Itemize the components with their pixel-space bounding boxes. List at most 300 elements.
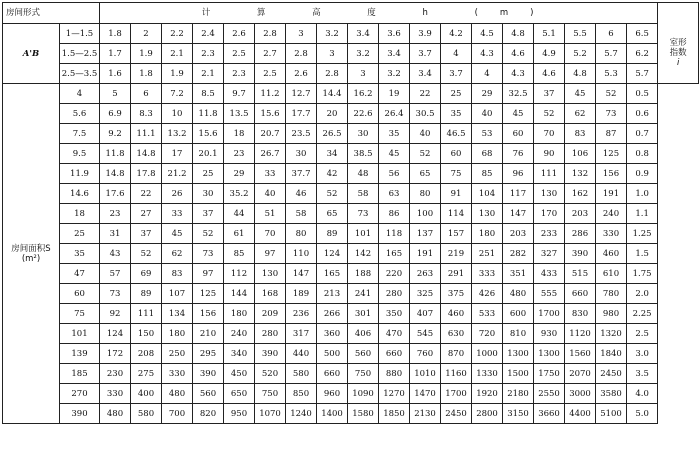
area-cell: 147 — [503, 204, 534, 224]
area-cell: 8.5 — [193, 84, 224, 104]
area-cell: 29 — [224, 164, 255, 184]
area-cell: 980 — [596, 304, 627, 324]
height-cell: 4.2 — [441, 24, 472, 44]
area-cell: 1580 — [348, 404, 379, 424]
room-index-value: 1.75 — [627, 264, 658, 284]
area-cell: 1560 — [565, 344, 596, 364]
area-cell: 112 — [224, 264, 255, 284]
area-cell: 25 — [60, 224, 100, 244]
area-cell: 6.9 — [100, 104, 131, 124]
area-cell: 580 — [131, 404, 162, 424]
area-cell: 20.7 — [255, 124, 286, 144]
ratio-row — [3, 44, 699, 64]
area-cell: 91 — [441, 184, 472, 204]
area-cell: 2450 — [596, 364, 627, 384]
area-cell: 14.6 — [60, 184, 100, 204]
area-cell: 165 — [317, 264, 348, 284]
area-cell: 43 — [100, 244, 131, 264]
area-cell: 720 — [472, 324, 503, 344]
area-row — [3, 224, 699, 244]
room-area-label — [3, 84, 60, 424]
area-cell: 101 — [60, 324, 100, 344]
area-cell: 90 — [534, 144, 565, 164]
room-index-value: 2.0 — [627, 284, 658, 304]
area-cell: 191 — [596, 184, 627, 204]
area-cell: 58 — [348, 184, 379, 204]
ratio-range: 1.5—2.5 — [60, 44, 100, 64]
area-cell: 22 — [131, 184, 162, 204]
area-cell: 180 — [162, 324, 193, 344]
area-cell: 233 — [534, 224, 565, 244]
height-cell: 5.5 — [565, 24, 596, 44]
area-row — [3, 144, 699, 164]
area-cell: 26.5 — [317, 124, 348, 144]
area-cell: 19 — [379, 84, 410, 104]
area-cell: 37 — [534, 84, 565, 104]
height-cell: 3.7 — [410, 44, 441, 64]
area-cell: 280 — [379, 284, 410, 304]
area-cell: 37 — [193, 204, 224, 224]
room-index-symbol: i — [676, 58, 680, 69]
area-cell: 3150 — [503, 404, 534, 424]
area-cell: 460 — [441, 304, 472, 324]
height-cell: 3 — [317, 44, 348, 64]
area-cell: 30 — [193, 184, 224, 204]
height-cell: 2.8 — [286, 44, 317, 64]
area-cell: 104 — [472, 184, 503, 204]
height-cell: 2.6 — [286, 64, 317, 84]
area-cell: 282 — [503, 244, 534, 264]
area-cell: 14.8 — [131, 144, 162, 164]
height-cell: 1.9 — [131, 44, 162, 64]
area-cell: 172 — [100, 344, 131, 364]
area-cell: 157 — [441, 224, 472, 244]
area-row — [3, 204, 699, 224]
area-cell: 440 — [286, 344, 317, 364]
area-cell: 203 — [503, 224, 534, 244]
area-cell: 350 — [379, 304, 410, 324]
area-cell: 48 — [348, 164, 379, 184]
room-index-value: 0.9 — [627, 164, 658, 184]
area-cell: 30.5 — [410, 104, 441, 124]
area-cell: 390 — [255, 344, 286, 364]
area-cell: 23.5 — [286, 124, 317, 144]
area-cell: 52 — [596, 84, 627, 104]
room-index-value: 4.0 — [627, 384, 658, 404]
area-cell: 870 — [441, 344, 472, 364]
area-cell: 35 — [441, 104, 472, 124]
area-cell: 111 — [131, 304, 162, 324]
height-cell: 2.5 — [255, 64, 286, 84]
height-cell: 6.2 — [627, 44, 658, 64]
area-cell: 810 — [503, 324, 534, 344]
area-cell: 180 — [224, 304, 255, 324]
area-cell: 390 — [60, 404, 100, 424]
area-cell: 1330 — [472, 364, 503, 384]
area-cell: 130 — [255, 264, 286, 284]
area-row — [3, 284, 699, 304]
area-cell: 660 — [379, 344, 410, 364]
room-index-header-line2: 指数 — [669, 48, 687, 59]
area-cell: 40 — [472, 104, 503, 124]
area-cell: 266 — [317, 304, 348, 324]
area-cell: 560 — [193, 384, 224, 404]
ratio-range: 2.5—3.5 — [60, 64, 100, 84]
area-cell: 2070 — [565, 364, 596, 384]
room-index-value: 0.6 — [627, 104, 658, 124]
area-cell: 30 — [348, 124, 379, 144]
height-cell: 2 — [131, 24, 162, 44]
area-cell: 10 — [162, 104, 193, 124]
height-cell: 4.6 — [503, 44, 534, 64]
area-cell: 53 — [472, 124, 503, 144]
area-cell: 240 — [596, 204, 627, 224]
area-cell: 1700 — [441, 384, 472, 404]
area-cell: 930 — [534, 324, 565, 344]
height-cell: 4 — [441, 44, 472, 64]
area-cell: 23 — [100, 204, 131, 224]
area-cell: 118 — [379, 224, 410, 244]
area-cell: 219 — [441, 244, 472, 264]
area-cell: 22.6 — [348, 104, 379, 124]
area-cell: 40 — [410, 124, 441, 144]
area-cell: 630 — [441, 324, 472, 344]
room-index-table — [2, 2, 699, 424]
area-cell: 45 — [379, 144, 410, 164]
area-row — [3, 344, 699, 364]
area-cell: 125 — [596, 144, 627, 164]
area-cell: 4400 — [565, 404, 596, 424]
area-cell: 38.5 — [348, 144, 379, 164]
area-cell: 327 — [534, 244, 565, 264]
height-cell: 5.7 — [596, 44, 627, 64]
area-cell: 470 — [379, 324, 410, 344]
area-cell: 1240 — [286, 404, 317, 424]
height-cell: 6 — [596, 24, 627, 44]
area-cell: 85 — [472, 164, 503, 184]
area-cell: 1850 — [379, 404, 410, 424]
area-cell: 330 — [100, 384, 131, 404]
area-cell: 63 — [379, 184, 410, 204]
area-row — [3, 244, 699, 264]
area-cell: 18 — [224, 124, 255, 144]
area-cell: 73 — [100, 284, 131, 304]
area-cell: 1320 — [596, 324, 627, 344]
area-cell: 1700 — [534, 304, 565, 324]
area-cell: 73 — [348, 204, 379, 224]
area-cell: 610 — [596, 264, 627, 284]
area-cell: 22 — [410, 84, 441, 104]
area-cell: 333 — [472, 264, 503, 284]
area-cell: 275 — [131, 364, 162, 384]
height-cell: 3.2 — [379, 64, 410, 84]
area-cell: 760 — [410, 344, 441, 364]
height-cell: 1.8 — [100, 24, 131, 44]
area-cell: 156 — [193, 304, 224, 324]
area-cell: 9.7 — [224, 84, 255, 104]
area-cell: 14.4 — [317, 84, 348, 104]
area-cell: 460 — [596, 244, 627, 264]
ratio-row — [3, 24, 699, 44]
area-cell: 87 — [596, 124, 627, 144]
area-cell: 75 — [60, 304, 100, 324]
height-cell: 2.1 — [193, 64, 224, 84]
height-cell: 4.3 — [503, 64, 534, 84]
area-cell: 830 — [565, 304, 596, 324]
room-index-header — [658, 24, 699, 84]
area-cell: 46.5 — [441, 124, 472, 144]
room-index-value: 5.0 — [627, 404, 658, 424]
area-cell: 111 — [534, 164, 565, 184]
area-cell: 47 — [60, 264, 100, 284]
room-index-value: 3.5 — [627, 364, 658, 384]
area-cell: 130 — [472, 204, 503, 224]
room-area-label-line1: 房间面积S — [11, 243, 51, 254]
area-cell: 125 — [193, 284, 224, 304]
room-index-value: 2.5 — [627, 324, 658, 344]
area-cell: 44 — [224, 204, 255, 224]
area-row — [3, 84, 699, 104]
area-cell: 18 — [60, 204, 100, 224]
area-cell: 660 — [565, 284, 596, 304]
room-index-header-line1: 室形 — [669, 38, 687, 49]
area-cell: 11.2 — [255, 84, 286, 104]
area-cell: 69 — [131, 264, 162, 284]
room-index-value: 3.0 — [627, 344, 658, 364]
height-cell: 3.4 — [410, 64, 441, 84]
area-cell: 76 — [503, 144, 534, 164]
table-title: 计 算 高 度 h (m) — [100, 3, 658, 24]
area-cell: 406 — [348, 324, 379, 344]
area-cell: 185 — [60, 364, 100, 384]
area-cell: 3000 — [565, 384, 596, 404]
area-cell: 960 — [317, 384, 348, 404]
area-cell: 700 — [162, 404, 193, 424]
area-cell: 251 — [472, 244, 503, 264]
area-cell: 5.6 — [60, 104, 100, 124]
height-cell: 2.1 — [162, 44, 193, 64]
area-cell: 23 — [224, 144, 255, 164]
area-cell: 291 — [441, 264, 472, 284]
area-cell: 97 — [193, 264, 224, 284]
height-cell: 5.2 — [565, 44, 596, 64]
area-cell: 107 — [162, 284, 193, 304]
area-cell: 295 — [193, 344, 224, 364]
height-cell: 2.8 — [255, 24, 286, 44]
area-row — [3, 304, 699, 324]
area-cell: 52 — [317, 184, 348, 204]
area-cell: 65 — [317, 204, 348, 224]
height-cell: 1.8 — [131, 64, 162, 84]
area-cell: 17.6 — [100, 184, 131, 204]
area-cell: 515 — [565, 264, 596, 284]
area-cell: 40 — [255, 184, 286, 204]
area-cell: 3580 — [596, 384, 627, 404]
area-cell: 130 — [534, 184, 565, 204]
height-cell: 3.9 — [410, 24, 441, 44]
height-cell: 4.8 — [503, 24, 534, 44]
area-cell: 1070 — [255, 404, 286, 424]
area-cell: 220 — [379, 264, 410, 284]
ratio-row — [3, 64, 699, 84]
room-index-value: 0.8 — [627, 144, 658, 164]
area-cell: 580 — [286, 364, 317, 384]
area-cell: 139 — [60, 344, 100, 364]
height-cell: 4 — [472, 64, 503, 84]
area-cell: 13.5 — [224, 104, 255, 124]
area-cell: 35.2 — [224, 184, 255, 204]
area-cell: 142 — [348, 244, 379, 264]
area-cell: 263 — [410, 264, 441, 284]
area-cell: 1000 — [472, 344, 503, 364]
area-cell: 213 — [317, 284, 348, 304]
area-row — [3, 264, 699, 284]
area-cell: 500 — [317, 344, 348, 364]
area-cell: 230 — [100, 364, 131, 384]
area-cell: 1160 — [441, 364, 472, 384]
area-cell: 150 — [131, 324, 162, 344]
height-cell: 2.2 — [162, 24, 193, 44]
area-cell: 117 — [503, 184, 534, 204]
room-area-label-line2: (m²) — [21, 253, 41, 264]
area-cell: 11.8 — [193, 104, 224, 124]
area-cell: 375 — [441, 284, 472, 304]
room-type-header: 房间形式 — [3, 3, 100, 24]
area-cell: 12.7 — [286, 84, 317, 104]
area-cell: 750 — [348, 364, 379, 384]
area-cell: 1500 — [503, 364, 534, 384]
area-cell: 58 — [286, 204, 317, 224]
area-cell: 360 — [317, 324, 348, 344]
area-cell: 165 — [379, 244, 410, 264]
area-cell: 114 — [441, 204, 472, 224]
area-cell: 11.8 — [100, 144, 131, 164]
height-cell: 3.2 — [348, 44, 379, 64]
area-cell: 330 — [596, 224, 627, 244]
area-cell: 208 — [131, 344, 162, 364]
area-cell: 11.9 — [60, 164, 100, 184]
area-cell: 2450 — [441, 404, 472, 424]
area-cell: 45 — [565, 84, 596, 104]
height-cell: 4.8 — [565, 64, 596, 84]
ratio-range: 1—1.5 — [60, 24, 100, 44]
height-cell: 4.6 — [534, 64, 565, 84]
area-cell: 17 — [162, 144, 193, 164]
area-cell: 241 — [348, 284, 379, 304]
area-cell: 270 — [60, 384, 100, 404]
area-cell: 144 — [224, 284, 255, 304]
area-cell: 65 — [410, 164, 441, 184]
area-cell: 1920 — [472, 384, 503, 404]
area-cell: 390 — [193, 364, 224, 384]
area-cell: 1470 — [410, 384, 441, 404]
area-cell: 25 — [193, 164, 224, 184]
area-cell: 2130 — [410, 404, 441, 424]
area-cell: 3660 — [534, 404, 565, 424]
area-cell: 33 — [255, 164, 286, 184]
area-cell: 42 — [317, 164, 348, 184]
area-cell: 56 — [379, 164, 410, 184]
area-cell: 236 — [286, 304, 317, 324]
area-cell: 92 — [100, 304, 131, 324]
area-cell: 520 — [255, 364, 286, 384]
area-cell: 27 — [131, 204, 162, 224]
area-row — [3, 324, 699, 344]
area-cell: 52 — [534, 104, 565, 124]
area-cell: 168 — [255, 284, 286, 304]
area-cell: 62 — [162, 244, 193, 264]
area-cell: 407 — [410, 304, 441, 324]
room-index-value: 0.5 — [627, 84, 658, 104]
area-cell: 70 — [255, 224, 286, 244]
area-cell: 9.5 — [60, 144, 100, 164]
area-cell: 35 — [60, 244, 100, 264]
area-cell: 124 — [317, 244, 348, 264]
area-cell: 60 — [503, 124, 534, 144]
area-cell: 106 — [565, 144, 596, 164]
area-cell: 80 — [286, 224, 317, 244]
room-index-value: 1.25 — [627, 224, 658, 244]
area-cell: 545 — [410, 324, 441, 344]
area-cell: 35 — [379, 124, 410, 144]
area-cell: 25 — [441, 84, 472, 104]
area-cell: 188 — [348, 264, 379, 284]
area-cell: 203 — [565, 204, 596, 224]
area-cell: 340 — [224, 344, 255, 364]
area-cell: 2800 — [472, 404, 503, 424]
height-cell: 6.5 — [627, 24, 658, 44]
area-cell: 400 — [131, 384, 162, 404]
area-cell: 57 — [100, 264, 131, 284]
area-cell: 5 — [100, 84, 131, 104]
area-cell: 20.1 — [193, 144, 224, 164]
height-cell: 1.7 — [100, 44, 131, 64]
area-cell: 134 — [162, 304, 193, 324]
area-cell: 52 — [193, 224, 224, 244]
area-cell: 32.5 — [503, 84, 534, 104]
area-cell: 100 — [410, 204, 441, 224]
height-cell: 3 — [286, 24, 317, 44]
area-cell: 68 — [472, 144, 503, 164]
area-cell: 147 — [286, 264, 317, 284]
area-cell: 660 — [317, 364, 348, 384]
area-cell: 600 — [503, 304, 534, 324]
area-cell: 189 — [286, 284, 317, 304]
area-cell: 1840 — [596, 344, 627, 364]
height-cell: 4.3 — [472, 44, 503, 64]
area-cell: 80 — [410, 184, 441, 204]
area-row — [3, 124, 699, 144]
area-cell: 85 — [224, 244, 255, 264]
room-index-value: 1.1 — [627, 204, 658, 224]
height-cell: 2.5 — [224, 44, 255, 64]
area-cell: 137 — [410, 224, 441, 244]
area-cell: 1300 — [503, 344, 534, 364]
area-cell: 33 — [162, 204, 193, 224]
area-cell: 89 — [131, 284, 162, 304]
area-cell: 11.1 — [131, 124, 162, 144]
height-cell: 5.1 — [534, 24, 565, 44]
height-cell: 2.3 — [224, 64, 255, 84]
area-cell: 317 — [286, 324, 317, 344]
area-cell: 14.8 — [100, 164, 131, 184]
area-cell: 250 — [162, 344, 193, 364]
area-cell: 83 — [162, 264, 193, 284]
area-cell: 750 — [255, 384, 286, 404]
area-cell: 73 — [193, 244, 224, 264]
area-cell: 17.8 — [131, 164, 162, 184]
ratio-label: A'B — [3, 24, 60, 84]
